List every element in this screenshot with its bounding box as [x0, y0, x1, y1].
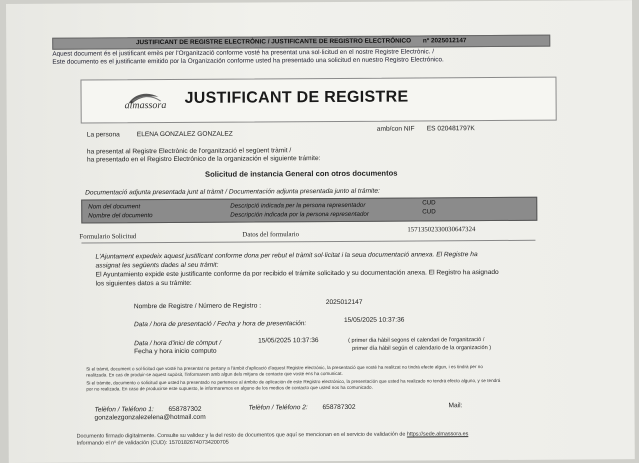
legal-val-2: realitzada. En cas de produir-se aquest supòsit, l'informarem amb algun dels mitjans de contacte que vosté ens ha comunicat.	[86, 370, 343, 378]
documents-label: Documentació adjunta presentada junt al tràmit / Documentación adjunta presentada junto al trámite:	[85, 187, 380, 197]
doc-name-header-val: Nom del document	[88, 203, 141, 211]
divider	[81, 240, 535, 244]
legal-es-2: por no realizada. En caso de producirse este supuesto, le informaremos en alguno de los medios de contacto que usted nos ha comunicado.	[86, 384, 373, 392]
presented-line-valencian: ha presentat al Registre Electrònic de l'organització el següent tràmit /	[86, 147, 292, 156]
phone1-value: 658787302	[168, 405, 202, 414]
intro-spanish: Este documento es el justificante emitido por la Organización conforme usted ha presentado una solicitud en nuestro Registro Electrónico.	[52, 56, 444, 66]
footer-cud-line: Informando el nº de validación (CUD): 15701826740734200705	[76, 439, 229, 447]
notice-line-2: assignat les següents dades al seu tràmit:	[95, 261, 219, 270]
phone2-label: Telèfon / Teléfono 2:	[248, 404, 308, 412]
form-name: Formulario Solicitud	[79, 233, 137, 241]
notice-line-1: L'Ajuntament expedeix aquest justificant conforme dona per rebut el tràmit sol·licitat i la seua documentació annexa. El Registre ha	[95, 251, 478, 261]
start-date-label-es: Fecha y hora inicio computo	[134, 347, 217, 356]
person-label: La persona	[86, 131, 120, 139]
phone1-label: Telèfon / Teléfono 1:	[94, 406, 154, 414]
logo-text: almassora	[124, 100, 167, 112]
procedure-title: Solicitud de instancia General con otros documentos	[205, 168, 398, 179]
nif-label: amb/con NIF	[376, 125, 415, 133]
form-cud: 15713502330030647324	[407, 226, 476, 234]
doc-code-header-es: CUD	[422, 208, 436, 216]
phone2-value: 658787302	[322, 403, 356, 412]
start-date-label-val: Data / hora d'inici de còmput /	[134, 339, 222, 348]
mail-label: Mail:	[448, 402, 463, 410]
page-title: JUSTIFICANT DE REGISTRE	[184, 88, 409, 107]
presentation-date-value: 15/05/2025 10:37:36	[343, 316, 405, 324]
legal-val-1: Si el tràmit, document o sol·licitud que vosté ha presentat no pertany a l'àmbit d'aplicació d'aquest Registre electrònic, la presentació que vosté ha realitzat no tindrà efecte algun, i es tindrà per no	[86, 364, 483, 372]
footer-line-1: Documento firmado digitalmente. Consulte su validez y la del resto de documentos que aquí se mencionan en el servicio de validación de	[76, 431, 406, 440]
email-value: gonzalezgonzalezelena@hotmail.com	[94, 413, 206, 422]
presentation-date-label: Data / hora de presentació / Fecha y hora de presentación:	[133, 320, 307, 329]
doc-desc-header-val: Descripció indicada per la persona representador	[230, 201, 366, 210]
legal-es-1: Si el trámite, documento o solicitud que usted ha presentado no pertenece al ámbito de aplicación de este Registro electrónico, la presentación que usted ha realizado no tendrá efecto alguno, y se tendrá	[86, 377, 501, 386]
presented-line-spanish: ha presentado en el Registro Electrónico de la organización el siguiente trámite:	[86, 155, 321, 164]
header-bar-title: JUSTIFICANT DE REGISTRE ELECTRÒNIC / JUSTIFICANTE DE REGISTRO ELECTRÓNICO	[135, 37, 412, 47]
notice-line-3: El Ayuntamiento expide este justificante conforme da por recibido el trámite solicitado y su documentación anexa. El Registro ha asignado	[95, 268, 499, 279]
intro-valencian: Aquest document és el justificant emès per l'Organització conforme vosté ha presentat una sol·licitud en el nostre Registre Electrònic. /	[52, 48, 434, 58]
documents-table-header	[81, 197, 537, 224]
start-date-value: 15/05/2025 10:37:36	[258, 337, 319, 345]
doc-desc-header-es: Descripción indicada por la persona representador	[230, 210, 369, 219]
registry-number-badge: nº 2025012147	[422, 37, 467, 45]
footer-validation-text	[77, 431, 469, 439]
person-name: ELENA GONZALEZ GONZALEZ	[136, 130, 233, 139]
first-day-note-es: primer día hábil según el calendario de la organización )	[352, 345, 492, 352]
document-sheet	[6, 0, 635, 463]
registry-number-label: Nombre de Registre / Número de Registro :	[133, 302, 262, 311]
validation-link[interactable]: https://sede.almassora.es	[406, 431, 469, 438]
justificante-header-bar	[52, 35, 550, 50]
form-description: Datos del formulario	[242, 231, 300, 239]
almassora-logo	[115, 89, 175, 115]
nif-value: ES 020481797K	[426, 125, 475, 133]
notice-line-4: los siguientes datos a su trámite:	[95, 279, 192, 288]
registry-number-value: 2025012147	[325, 298, 363, 307]
doc-name-header-es: Nombre del documento	[88, 212, 153, 220]
doc-code-header-val: CUD	[422, 199, 436, 207]
first-day-note-val: ( primer dia hàbil segons el calendari de l'organització /	[348, 337, 485, 344]
